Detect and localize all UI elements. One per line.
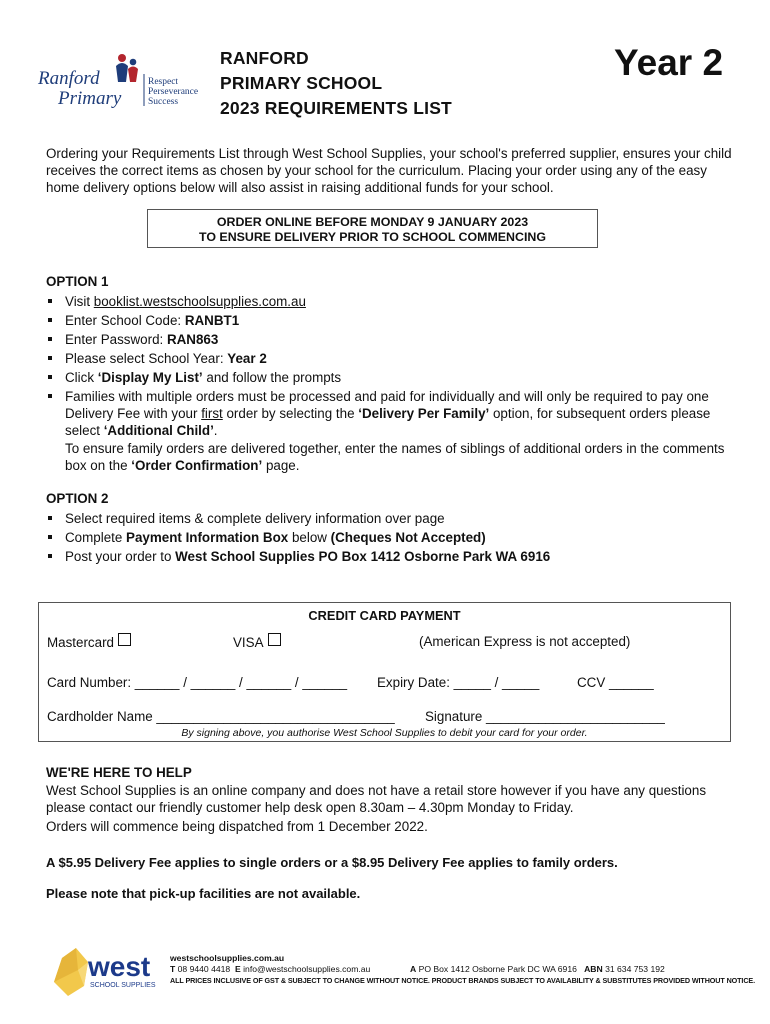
footer-phone: 08 9440 4418 — [177, 964, 231, 974]
list-item: Select required items & complete delivery information over page — [46, 510, 550, 527]
delivery-fee-note: A $5.95 Delivery Fee applies to single orders or a $8.95 Delivery Fee applies to family orders. — [46, 855, 618, 870]
children-figures-icon — [116, 54, 138, 82]
list-item: To ensure family orders are delivered together, enter the names of siblings of additional orders in the comments box on the ‘Order Confirmation’ page. — [65, 441, 725, 473]
option1-list — [46, 293, 735, 476]
dispatch-note: Orders will commence being dispatched from 1 December 2022. — [46, 819, 428, 834]
school-year: Year 2 — [227, 351, 267, 366]
credit-card-title: CREDIT CARD PAYMENT — [308, 608, 461, 623]
help-heading: WE'RE HERE TO HELP — [46, 765, 192, 780]
logo-word: west — [88, 951, 151, 982]
document-title — [220, 46, 452, 121]
footer-url[interactable]: westschoolsupplies.com.au — [170, 953, 285, 963]
title-line-3: 2023 REQUIREMENTS LIST — [220, 98, 452, 118]
footer-email[interactable]: info@westschoolsupplies.com.au — [243, 964, 371, 974]
pickup-note: Please note that pick-up facilities are not available. — [46, 886, 361, 901]
list-item: Enter School Code: RANBT1 — [46, 312, 735, 329]
order-deadline-line1: ORDER ONLINE BEFORE MONDAY 9 JANUARY 2023 — [216, 215, 529, 229]
title-line-2: PRIMARY SCHOOL — [220, 73, 383, 93]
logo-value-respect: Respect — [148, 77, 179, 87]
mastercard-option: Mastercard — [47, 633, 131, 650]
title-line-1: RANFORD — [220, 48, 309, 68]
west-school-supplies-logo — [48, 942, 164, 1002]
signature-field[interactable]: Signature ________________________ — [425, 709, 665, 724]
visa-option: VISA — [233, 633, 281, 650]
visa-checkbox[interactable] — [268, 633, 281, 646]
footer-disclaimer: ALL PRICES INCLUSIVE OF GST & SUBJECT TO CHANGE WITHOUT NOTICE. PRODUCT BRANDS SUBJECT TO AVAILABILITY & SUBSTITUTES PROVIDED WITHOUT NOTICE. — [170, 976, 756, 985]
booklist-link[interactable]: booklist.westschoolsupplies.com.au — [93, 294, 306, 309]
logo-name-line2: Primary — [58, 88, 122, 109]
help-paragraph: West School Supplies is an online company and does not have a retail store however if you have any questions please contact our friendly customer help desk open 8.30am – 4.30pm Monday to Friday. — [46, 783, 707, 815]
order-deadline-box — [147, 209, 598, 248]
list-item: Post your order to West School Supplies PO Box 1412 Osborne Park WA 6916 — [46, 548, 550, 565]
logo-value-perseverance: Perseverance — [148, 87, 199, 97]
mastercard-checkbox[interactable] — [118, 633, 131, 646]
list-item: Click ‘Display My List’ and follow the prompts — [46, 369, 735, 386]
list-item: Complete Payment Information Box below (Cheques Not Accepted) — [46, 529, 550, 546]
logo-value-success: Success — [148, 97, 179, 107]
gold-shape-icon — [54, 948, 88, 996]
logo-subtitle: SCHOOL SUPPLIES — [90, 982, 156, 989]
school-code: RANBT1 — [184, 313, 240, 328]
credit-card-box — [38, 602, 731, 742]
order-deadline-line2: TO ENSURE DELIVERY PRIOR TO SCHOOL COMMENCING — [199, 230, 546, 244]
ccv-field[interactable]: CCV ______ — [577, 675, 654, 690]
school-logo — [36, 44, 208, 114]
list-item: Enter Password: RAN863 — [46, 331, 735, 348]
list-item: Families with multiple orders must be processed and paid for individually and will only be required to pay one Delivery Fee with your first order by selecting the ‘Delivery Per Family’ option, for subsequent orders please select ‘Additional Child’. — [46, 388, 735, 439]
cardholder-name-field[interactable]: Cardholder Name ________________________________ — [47, 709, 395, 724]
option1-heading: OPTION 1 — [46, 274, 109, 289]
authorisation-note: By signing above, you authorise West School Supplies to debit your card for your order. — [181, 727, 588, 739]
help-text — [46, 782, 736, 835]
expiry-date-field[interactable]: Expiry Date: _____ / _____ — [377, 675, 540, 690]
intro-paragraph: Ordering your Requirements List through West School Supplies, your school's preferred supplier, ensures your child receives the correct items as chosen by your school for the curriculum. Placing your order using any of the easy home delivery options below will also assist in raising additional funds for your school. — [46, 146, 732, 195]
card-number-field[interactable]: Card Number: ______ / ______ / ______ / ______ — [47, 675, 348, 690]
logo-name-line1: Ranford — [38, 68, 100, 89]
password: RAN863 — [166, 332, 219, 347]
option2-heading: OPTION 2 — [46, 491, 109, 506]
amex-note: (American Express is not accepted) — [419, 634, 631, 649]
list-item: Please select School Year: Year 2 — [46, 350, 735, 367]
list-item: Visit booklist.westschoolsupplies.com.au — [46, 293, 735, 310]
year-label: Year 2 — [614, 42, 724, 83]
option2-list — [46, 510, 550, 567]
footer-contact: T 08 9440 4418 E info@westschoolsupplies.com.au — [170, 964, 371, 974]
footer-address: A PO Box 1412 Osborne Park DC WA 6916 ABN 31 634 753 192 — [410, 964, 665, 974]
